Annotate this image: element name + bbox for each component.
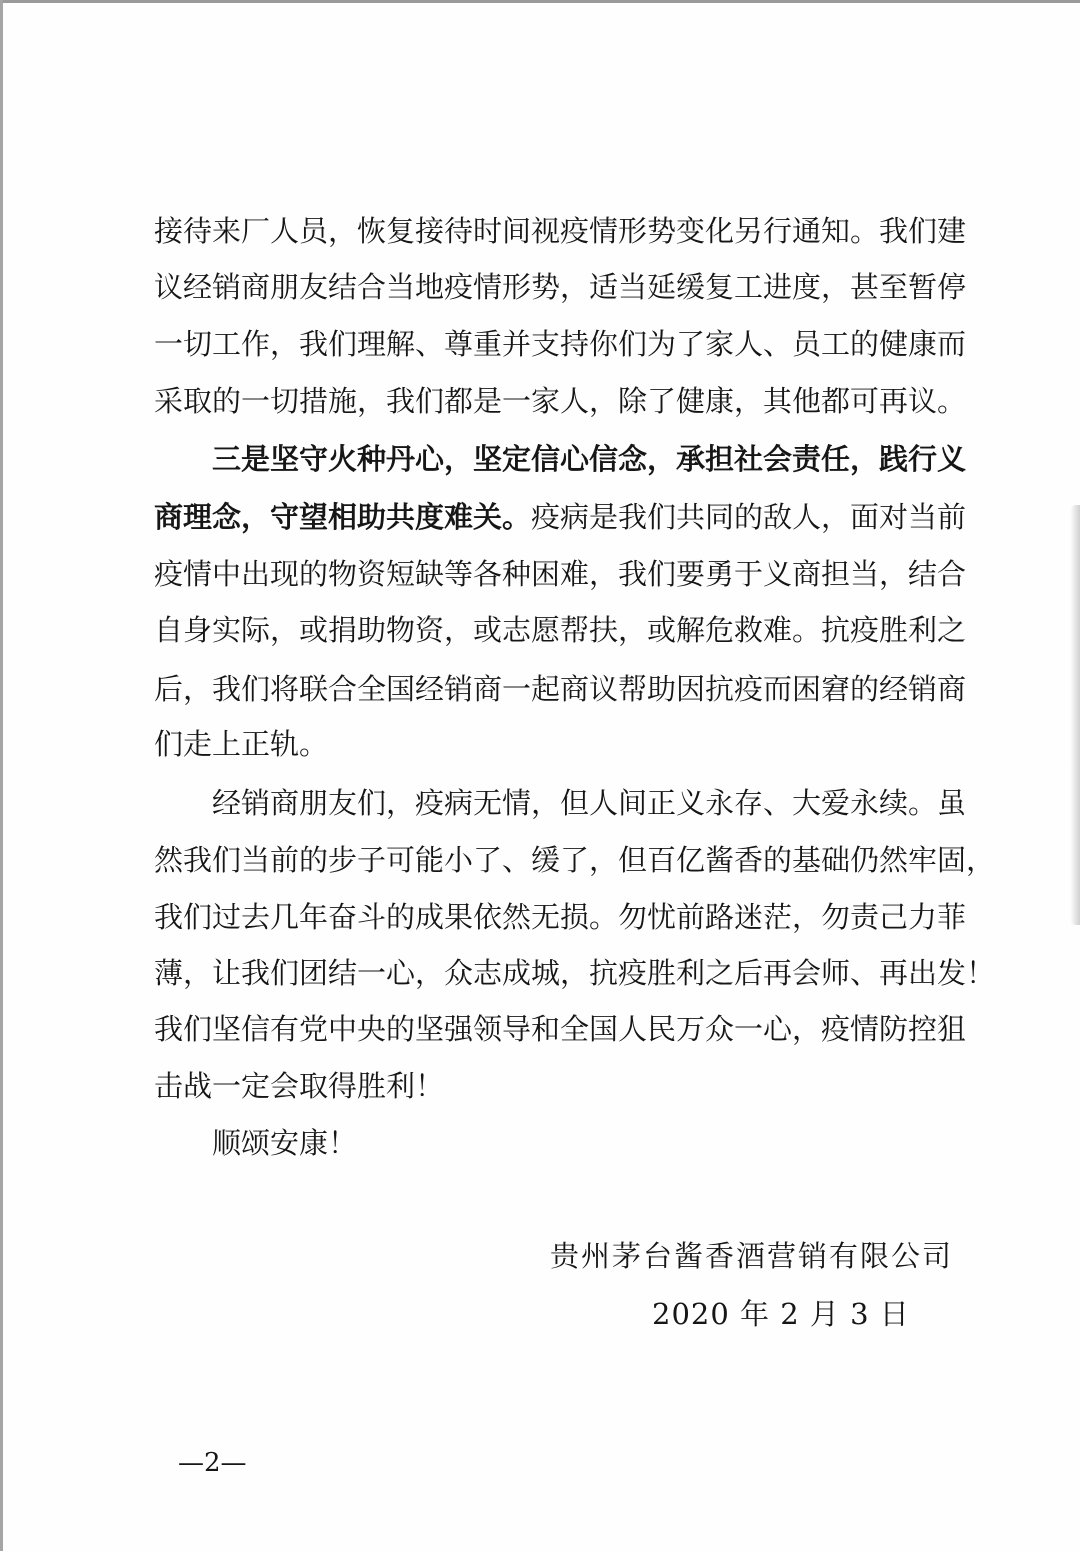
paragraph3-line: 然我们当前的步子可能小了、缓了，但百亿酱香的基础仍然牢固，	[154, 843, 996, 877]
paragraph2-line: 自身实际，或捐助物资，或志愿帮扶，或解危救难。抗疫胜利之	[154, 613, 967, 647]
paragraph2-mixed-line	[154, 497, 966, 537]
signature-company: 贵州茅台酱香酒营销有限公司	[550, 1239, 954, 1273]
paragraph3-line: 我们坚信有党中央的坚强领导和全国人民万众一心，疫情防控狙	[154, 1012, 967, 1046]
paragraph3-line: 我们过去几年奋斗的成果依然无损。勿忧前路迷茫，勿责己力菲	[154, 900, 967, 934]
closing-salutation: 顺颂安康！	[212, 1126, 358, 1160]
paragraph2-heading-line: 三是坚守火种丹心，坚定信心信念，承担社会责任，践行义	[212, 442, 967, 476]
paragraph2-line: 疫情中出现的物资短缺等各种困难，我们要勇于义商担当，结合	[154, 557, 967, 591]
paragraph1-line: 采取的一切措施，我们都是一家人，除了健康，其他都可再议。	[154, 384, 967, 418]
paragraph2-heading-tail: 商理念，守望相助共度难关。	[154, 500, 532, 534]
page-edge-top	[0, 0, 1080, 3]
paragraph1-line: 一切工作，我们理解、尊重并支持你们为了家人、员工的健康而	[154, 327, 967, 361]
paragraph2-line: 后，我们将联合全国经销商一起商议帮助因抗疫而困窘的经销商	[154, 672, 967, 706]
page-curl-shadow	[1070, 505, 1080, 925]
paragraph3-line: 击战一定会取得胜利！	[154, 1069, 445, 1103]
paragraph3-line: 经销商朋友们，疫病无情，但人间正义永存、大爱永续。虽	[212, 786, 967, 820]
page-number: —2—	[178, 1448, 247, 1478]
paragraph1-line: 接待来厂人员，恢复接待时间视疫情形势变化另行通知。我们建	[154, 214, 967, 248]
paragraph3-line: 薄，让我们团结一心，众志成城，抗疫胜利之后再会师、再出发！	[154, 956, 996, 990]
signature-date: 2020 年 2 月 3 日	[652, 1297, 910, 1331]
paragraph1-line: 议经销商朋友结合当地疫情形势，适当延缓复工进度，甚至暂停	[154, 270, 967, 304]
paragraph2-line: 们走上正轨。	[154, 727, 329, 761]
paragraph2-body-start: 疫病是我们共同的敌人，面对当前	[531, 500, 967, 534]
page-edge-left	[0, 0, 3, 1551]
